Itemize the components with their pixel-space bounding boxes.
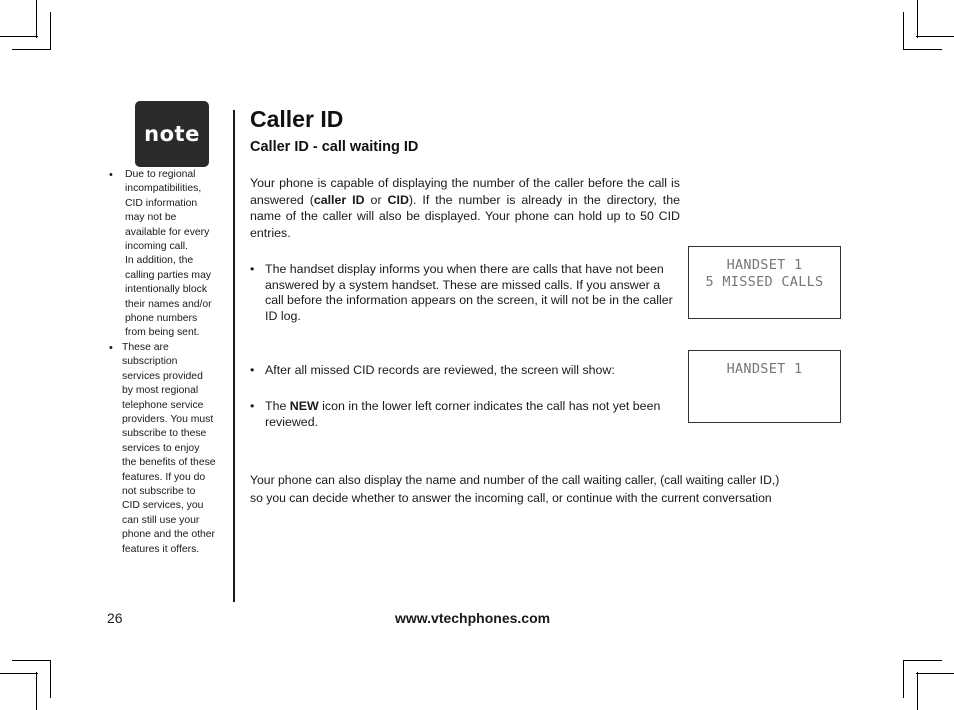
page-number: 26 [107, 610, 123, 626]
crop-mark [903, 660, 904, 698]
intro-text: Your phone is capable of displaying the number of the caller before the call is answered ( [250, 176, 680, 207]
bullet-icon: • [109, 169, 113, 181]
page-title: Caller ID [250, 106, 344, 132]
intro-bold-term: CID [387, 192, 409, 207]
intro-text: or [364, 192, 388, 207]
new-icon-label: NEW [289, 399, 319, 413]
bullet-icon: • [250, 363, 255, 377]
bullet-icon: • [250, 262, 255, 276]
section-subtitle: Caller ID - call waiting ID [250, 139, 419, 155]
crop-mark [904, 660, 942, 661]
crop-mark [917, 672, 918, 710]
crop-mark [50, 660, 51, 698]
sidebar-notes [106, 168, 230, 557]
sidebar-note-item [106, 168, 230, 341]
bullet-text [265, 399, 675, 430]
bullet-icon: • [109, 341, 113, 354]
screen-line: HANDSET 1 [726, 257, 803, 273]
website-url: www.vtechphones.com [395, 610, 551, 626]
sidebar-note-text: These are subscription services provided by most regional telephone service providers. You must subscribe to these services to enjoy the benefits of these features. If you do not subscribe to CID services, you can still use your phone and the other features it offers. [122, 341, 216, 555]
intro-text: ). If the number is already in the directory, the name of the caller will also be displayed. Your phone can hold up to 50 CID entries. [250, 192, 681, 240]
crop-mark [916, 673, 954, 674]
crop-mark [0, 36, 38, 37]
closing-paragraph: Your phone can also display the name and number of the call waiting caller, (call waiting caller ID,) so you can decide whether to answer the incoming call, or continue with the current conversation [250, 473, 780, 505]
crop-mark [904, 49, 942, 50]
note-badge-label: note [144, 122, 200, 146]
crop-mark [916, 36, 954, 37]
handset-screen-missed-calls [688, 246, 841, 319]
crop-mark [917, 0, 918, 38]
crop-mark [12, 49, 50, 50]
crop-mark [50, 12, 51, 50]
note-badge [135, 101, 209, 167]
crop-mark [36, 672, 37, 710]
sidebar-note-text: Due to regional incompatibilities, CID information may not be available for every incoming call. In addition, the calling parties may intentionally block their names and/or phone numbers from being sent. [125, 169, 212, 339]
bullet-text: After all missed CID records are reviewed, the screen will show: [265, 363, 615, 377]
screen-line: HANDSET 1 [726, 361, 803, 377]
bullet-text-part: icon in the lower left corner indicates the call has not yet been reviewed. [265, 399, 661, 429]
sidebar-note-item [106, 341, 230, 557]
bullet-icon: • [250, 399, 255, 413]
crop-mark [903, 12, 904, 50]
intro-bold-term: caller ID [313, 192, 365, 207]
crop-mark [36, 0, 37, 38]
column-divider [233, 110, 235, 602]
screen-line: 5 MISSED CALLS [705, 274, 824, 290]
crop-mark [0, 673, 38, 674]
bullet-text: The handset display informs you when there are calls that have not been answered by a system handset. These are missed calls. If you answer a call before the information appears on the screen, it will not be in the caller ID log. [265, 262, 673, 323]
handset-screen-idle [688, 350, 841, 423]
intro-paragraph [250, 175, 680, 241]
bullet-text-part: The [265, 399, 290, 413]
crop-mark [12, 660, 50, 661]
